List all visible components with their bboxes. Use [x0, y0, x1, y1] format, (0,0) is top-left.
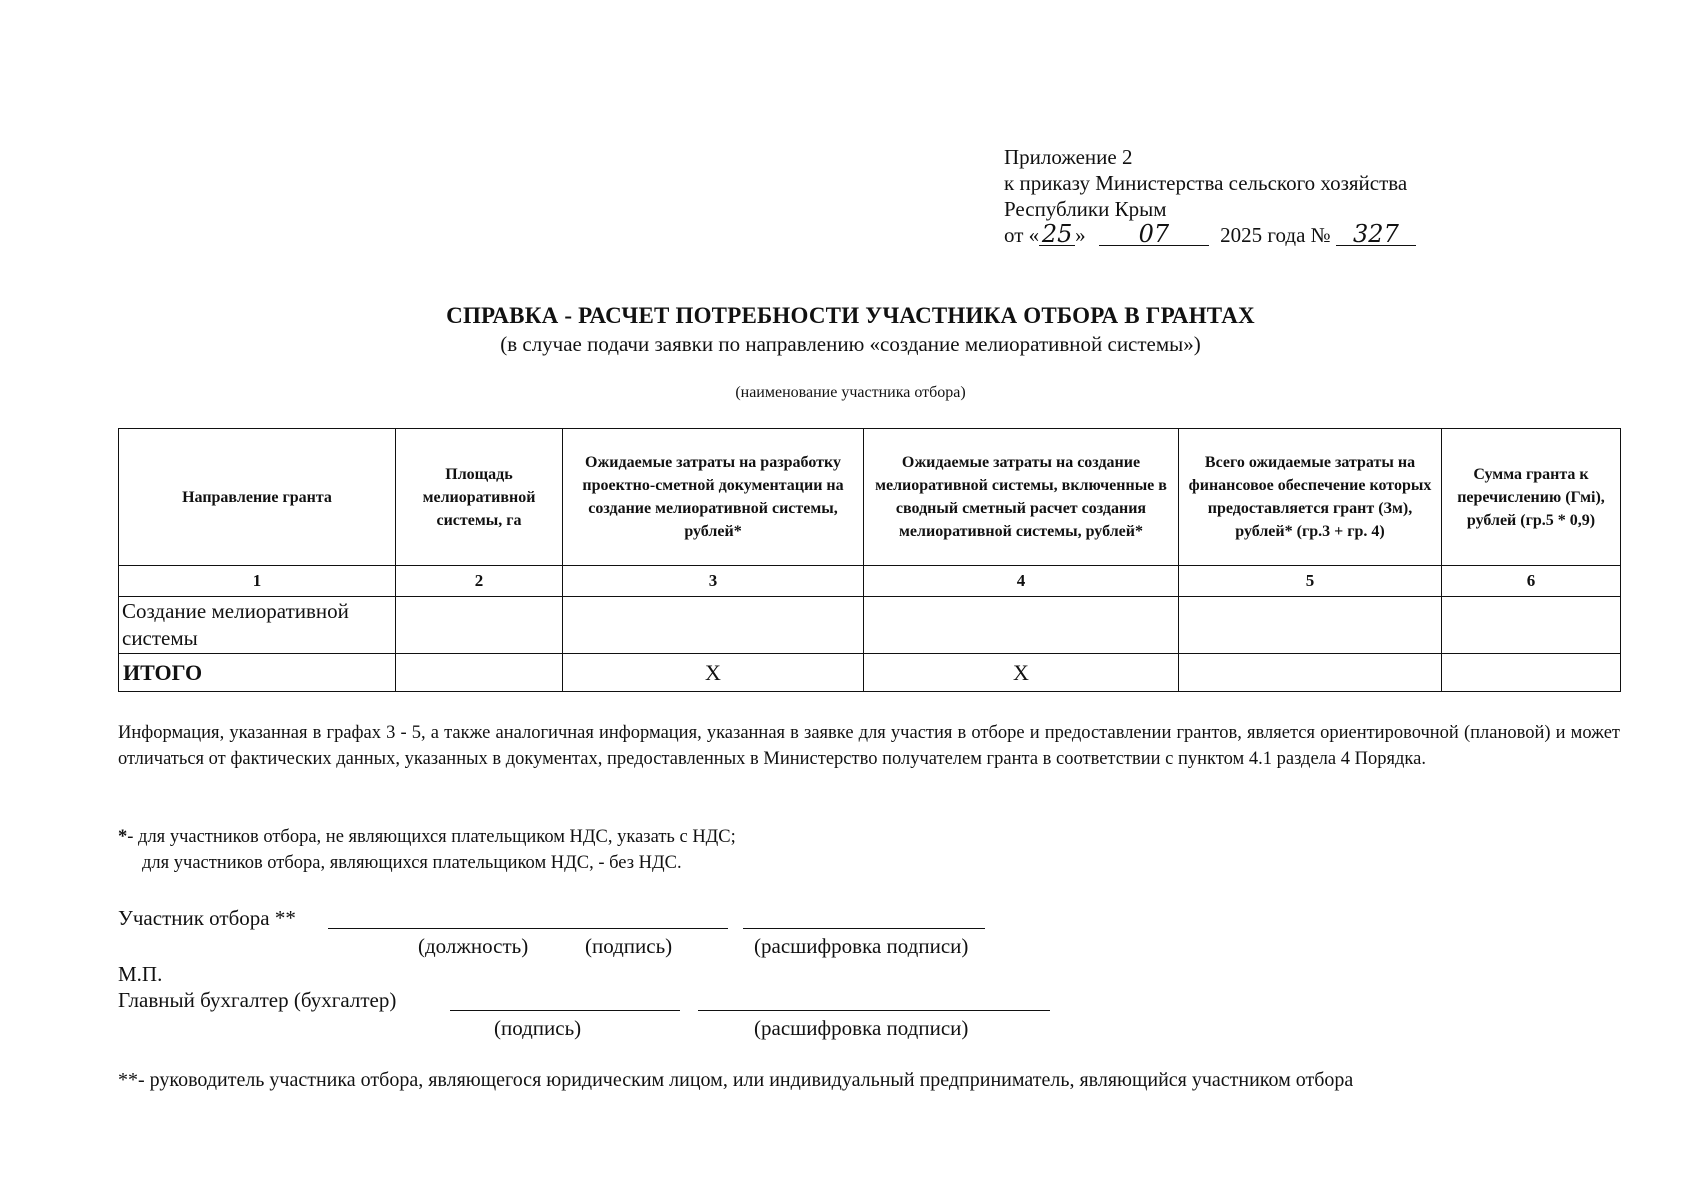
column-number: 6 [1442, 566, 1621, 597]
construction-costs-cell [864, 597, 1179, 654]
head-footnote: **- руководитель участника отбора, являющегося юридическим лицом, или индивидуальный предприниматель, являющийся участником отбора [118, 1069, 1354, 1091]
accountant-label: Главный бухгалтер (бухгалтер) [118, 988, 397, 1012]
participant-name-caption: (наименование участника отбора) [735, 384, 966, 401]
vat-footnote-line1: - для участников отбора, не являющихся плательщиком НДС, указать с НДС; [127, 827, 736, 847]
date-mid: » [1075, 223, 1086, 247]
vat-footnote-line2: для участников отбора, являющихся плательщиком НДС, - без НДС. [142, 853, 682, 873]
total-costs-cell [1179, 597, 1442, 654]
participant-name-line [743, 928, 985, 929]
participant-label: Участник отбора ** [118, 906, 296, 930]
header-area: Площадь мелиоративной системы, га [396, 429, 563, 566]
design-costs-cell [563, 597, 864, 654]
column-number: 3 [563, 566, 864, 597]
stamp-label: М.П. [118, 962, 163, 986]
date-prefix: от « [1004, 223, 1040, 247]
area-cell [396, 597, 563, 654]
total-label: ИТОГО [119, 654, 396, 692]
header-grant-direction: Направление гранта [119, 429, 396, 566]
grant-calculation-table [118, 428, 1621, 692]
appendix-order-ref: к приказу Министерства сельского хозяйства [1004, 171, 1408, 195]
position-caption: (должность) [418, 934, 529, 958]
date-year-text: 2025 года № [1220, 223, 1331, 247]
accountant-decoding-caption: (расшифровка подписи) [754, 1016, 969, 1040]
order-number-handwritten: 327 [1336, 223, 1416, 246]
date-day-handwritten: 25 [1039, 223, 1075, 246]
column-number: 4 [864, 566, 1179, 597]
accountant-signature-caption: (подпись) [494, 1016, 582, 1040]
decoding-caption: (расшифровка подписи) [754, 934, 969, 958]
accountant-name-line [698, 1010, 1050, 1011]
accountant-signature-line [450, 1010, 680, 1011]
column-number: 2 [396, 566, 563, 597]
signature-caption: (подпись) [585, 934, 673, 958]
total-row [119, 654, 1621, 692]
appendix-number: Приложение 2 [1004, 145, 1133, 169]
appendix-region: Республики Крым [1004, 197, 1167, 221]
total-construction-costs-cell: Х [864, 654, 1179, 692]
appendix-header [1004, 144, 1416, 248]
document-subtitle: (в случае подачи заявки по направлению «создание мелиоративной системы») [500, 332, 1201, 356]
column-number-row [119, 566, 1621, 597]
table-row [119, 597, 1621, 654]
total-area-cell [396, 654, 563, 692]
document-title: СПРАВКА - РАСЧЕТ ПОТРЕБНОСТИ УЧАСТНИКА ОТБОРА В ГРАНТАХ [446, 303, 1255, 328]
header-construction-costs: Ожидаемые затраты на создание мелиоративной системы, включенные в сводный сметный расчет создания мелиоративной системы, рублей* [864, 429, 1179, 566]
header-grant-amount: Сумма гранта к перечислению (Гмi), рублей (гр.5 * 0,9) [1442, 429, 1621, 566]
order-date-line [1004, 222, 1416, 248]
header-design-costs: Ожидаемые затраты на разработку проектно-сметной документации на создание мелиоративной системы, рублей* [563, 429, 864, 566]
total-costs-cell [1179, 654, 1442, 692]
total-grant-amount-cell [1442, 654, 1621, 692]
grant-amount-cell [1442, 597, 1621, 654]
position-line [328, 928, 728, 929]
footnote-star: * [118, 827, 128, 847]
column-number: 5 [1179, 566, 1442, 597]
date-month-handwritten: 07 [1099, 223, 1209, 246]
header-total-costs: Всего ожидаемые затраты на финансовое обеспечение которых предоставляется грант (Зм), рублей* (гр.3 + гр. 4) [1179, 429, 1442, 566]
column-number: 1 [119, 566, 396, 597]
vat-footnote [118, 824, 736, 876]
direction-cell: Создание мелиоративной системы [119, 597, 396, 654]
info-paragraph: Информация, указанная в графах 3 - 5, а также аналогичная информация, указанная в заявке для участия в отборе и предоставлении грантов, является ориентировочной (плановой) и может отличаться от фактических данных, указанных в документах, предоставленных в Министерство получателем гранта в соответствии с пунктом 4.1 раздела 4 Порядка. [118, 723, 1620, 769]
total-design-costs-cell: Х [563, 654, 864, 692]
table-header-row [119, 429, 1621, 566]
